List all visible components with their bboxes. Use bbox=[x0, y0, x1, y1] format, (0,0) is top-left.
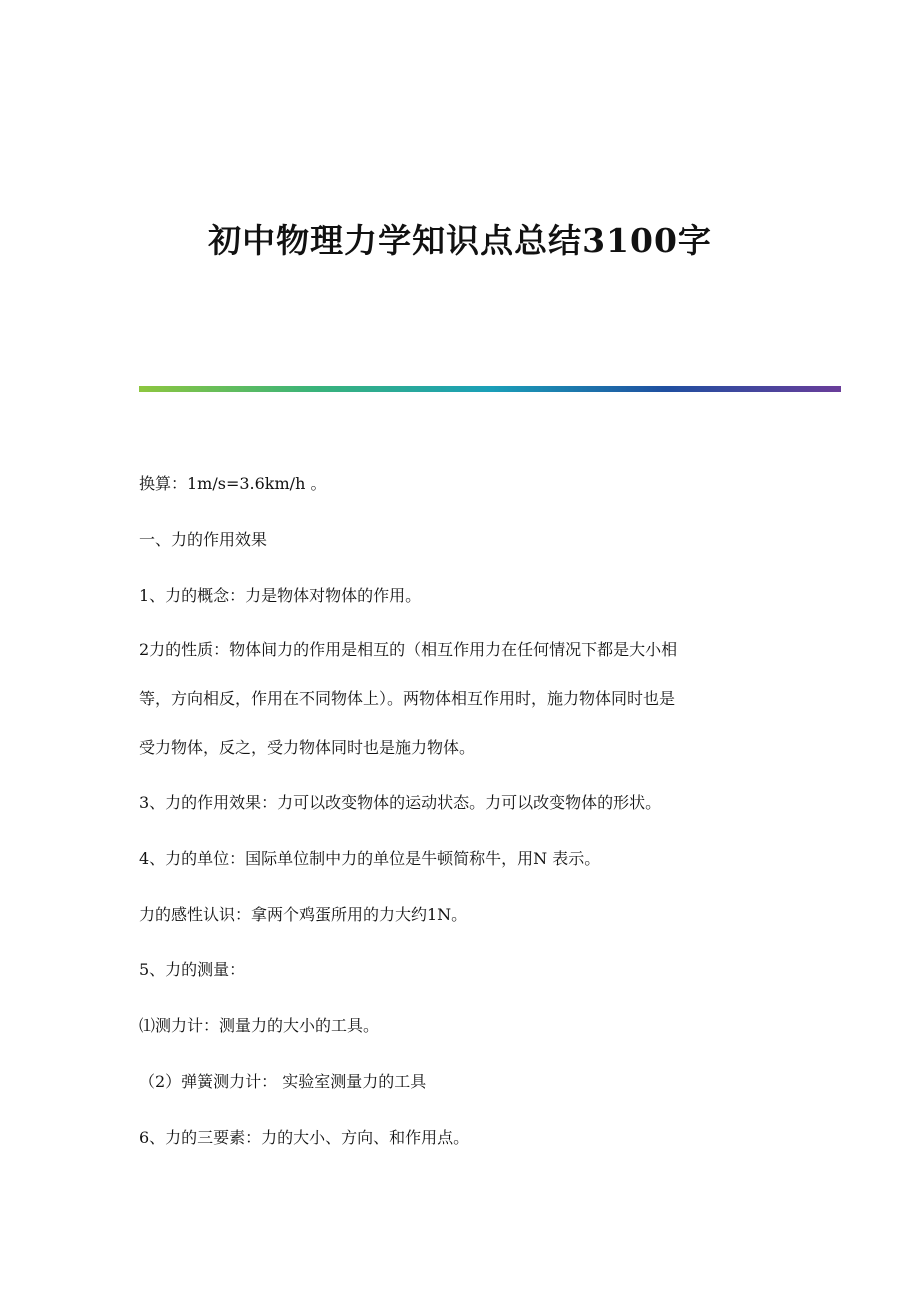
text-line: 换算：1m/s=3.6km/h 。 bbox=[139, 474, 327, 493]
document-title: 初中物理力学知识点总结3100字 bbox=[208, 221, 712, 260]
text-line: 受力物体，反之，受力物体同时也是施力物体。 bbox=[139, 738, 476, 757]
text-line: 6、力的三要素：力的大小、方向、和作用点。 bbox=[139, 1128, 470, 1147]
section-heading: 一、力的作用效果 bbox=[139, 530, 268, 549]
text-line: 1、力的概念：力是物体对物体的作用。 bbox=[139, 586, 422, 605]
text-line: 力的感性认识：拿两个鸡蛋所用的力大约1N。 bbox=[139, 905, 468, 924]
text-line: （2）弹簧测力计： 实验室测量力的工具 bbox=[139, 1072, 427, 1091]
text-line: 4、力的单位：国际单位制中力的单位是牛顿简称牛，用N 表示。 bbox=[139, 849, 601, 868]
text-line: 5、力的测量： bbox=[139, 960, 246, 979]
text-line: 2力的性质：物体间力的作用是相互的（相互作用力在任何情况下都是大小相 bbox=[139, 640, 678, 659]
text-line: 等，方向相反，作用在不同物体上）。两物体相互作用时，施力物体同时也是 bbox=[139, 689, 676, 708]
text-line: 3、力的作用效果：力可以改变物体的运动状态。力可以改变物体的形状。 bbox=[139, 793, 662, 812]
text-line: ⑴测力计：测量力的大小的工具。 bbox=[139, 1016, 380, 1035]
title-divider bbox=[139, 386, 841, 392]
